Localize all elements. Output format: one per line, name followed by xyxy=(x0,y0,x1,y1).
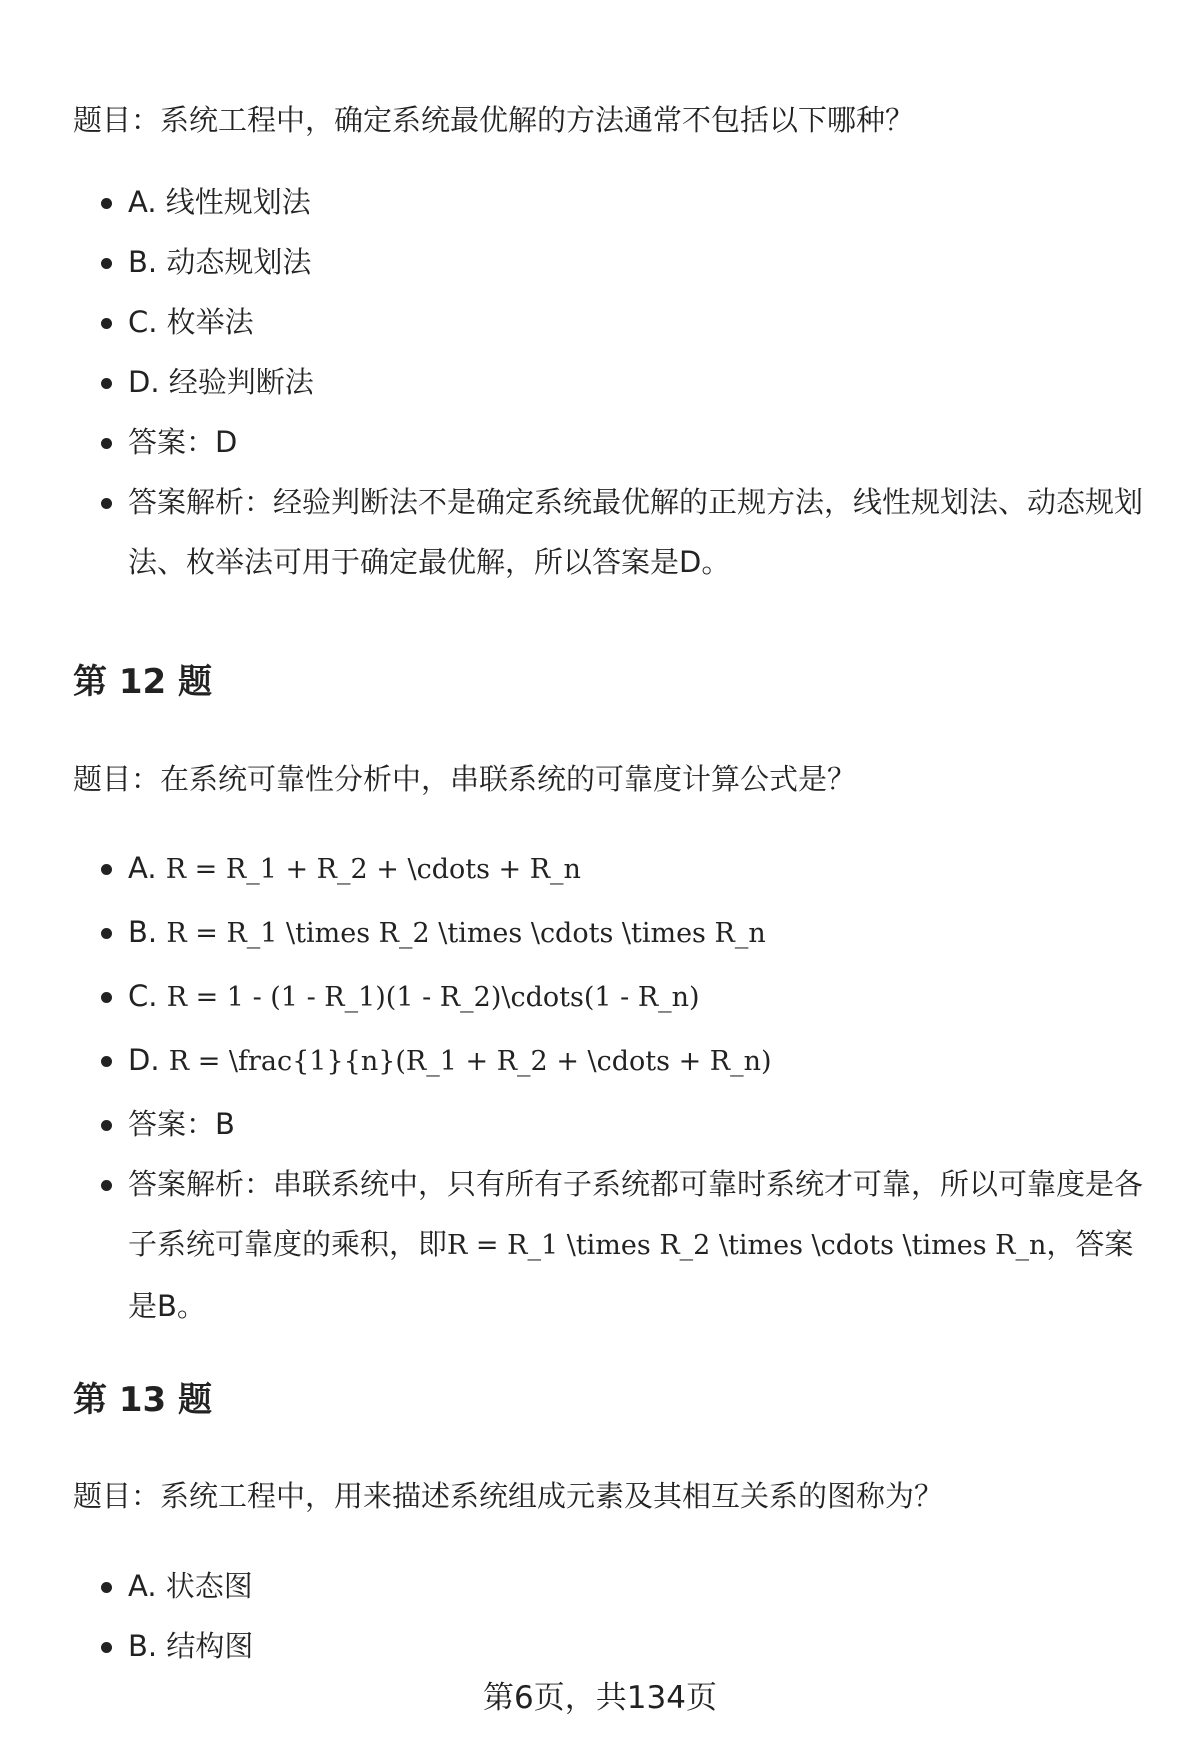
bullet-icon xyxy=(101,1180,112,1191)
answer: 答案：D xyxy=(73,422,1153,462)
bullet-icon xyxy=(101,1056,112,1067)
bullet-icon xyxy=(101,498,112,509)
question-12-heading: 第 12 题 xyxy=(73,662,212,702)
page-footer: 第6页，共134页 xyxy=(483,1680,717,1716)
option-d: D. 经验判断法 xyxy=(73,362,1153,402)
bullet-icon xyxy=(101,438,112,449)
option-b: B. 动态规划法 xyxy=(73,242,1153,282)
bullet-icon xyxy=(101,1582,112,1593)
bullet-icon xyxy=(101,864,112,875)
question-text: 题目：系统工程中，用来描述系统组成元素及其相互关系的图称为？ xyxy=(73,1479,944,1513)
bullet-icon xyxy=(101,318,112,329)
bullet-icon xyxy=(101,1120,112,1131)
formula: R = R_1 + R_2 + \cdots + R_n xyxy=(165,854,581,885)
question-11-options xyxy=(73,182,1153,612)
option-d: D. R = \frac{1}{n}(R_1 + R_2 + \cdots + R_n) xyxy=(73,1040,1153,1082)
formula: R = R_1 \times R_2 \times \cdots \times R_n xyxy=(447,1230,1047,1261)
option-a: A. R = R_1 + R_2 + \cdots + R_n xyxy=(73,848,1153,890)
formula: R = 1 - (1 - R_1)(1 - R_2)\cdots(1 - R_n) xyxy=(166,982,700,1013)
option-a: A. 状态图 xyxy=(73,1566,1153,1606)
question-12 xyxy=(73,759,1153,799)
bullet-icon xyxy=(101,258,112,269)
option-b: B. R = R_1 \times R_2 \times \cdots \times R_n xyxy=(73,912,1153,954)
option-c: C. 枚举法 xyxy=(73,302,1153,342)
bullet-icon xyxy=(101,378,112,389)
option-a: A. 线性规划法 xyxy=(73,182,1153,222)
bullet-icon xyxy=(101,198,112,209)
answer: 答案：B xyxy=(73,1104,1153,1144)
question-11 xyxy=(73,100,1153,140)
option-b: B. 结构图 xyxy=(73,1626,1153,1666)
option-c: C. R = 1 - (1 - R_1)(1 - R_2)\cdots(1 - R_n) xyxy=(73,976,1153,1018)
bullet-icon xyxy=(101,992,112,1003)
bullet-icon xyxy=(101,928,112,939)
question-13-heading: 第 13 题 xyxy=(73,1380,212,1420)
question-13 xyxy=(73,1476,1153,1516)
question-12-options xyxy=(73,848,1153,1356)
bullet-icon xyxy=(101,1642,112,1653)
question-13-options xyxy=(73,1566,1153,1686)
formula: R = R_1 \times R_2 \times \cdots \times R_n xyxy=(166,918,766,949)
answer-explanation: 答案解析：经验判断法不是确定系统最优解的正规方法，线性规划法、动态规划法、枚举法可用于确定最优解，所以答案是D。 xyxy=(73,472,1153,592)
question-text: 题目：在系统可靠性分析中，串联系统的可靠度计算公式是？ xyxy=(73,762,857,796)
question-text: 题目：系统工程中，确定系统最优解的方法通常不包括以下哪种？ xyxy=(73,103,915,137)
answer-explanation: 答案解析：串联系统中，只有所有子系统都可靠时系统才可靠，所以可靠度是各子系统可靠度的乘积，即R = R_1 \times R_2 \times \cdots \times R_n，答案是B。 xyxy=(73,1154,1153,1336)
formula: R = \frac{1}{n}(R_1 + R_2 + \cdots + R_n) xyxy=(168,1046,772,1077)
